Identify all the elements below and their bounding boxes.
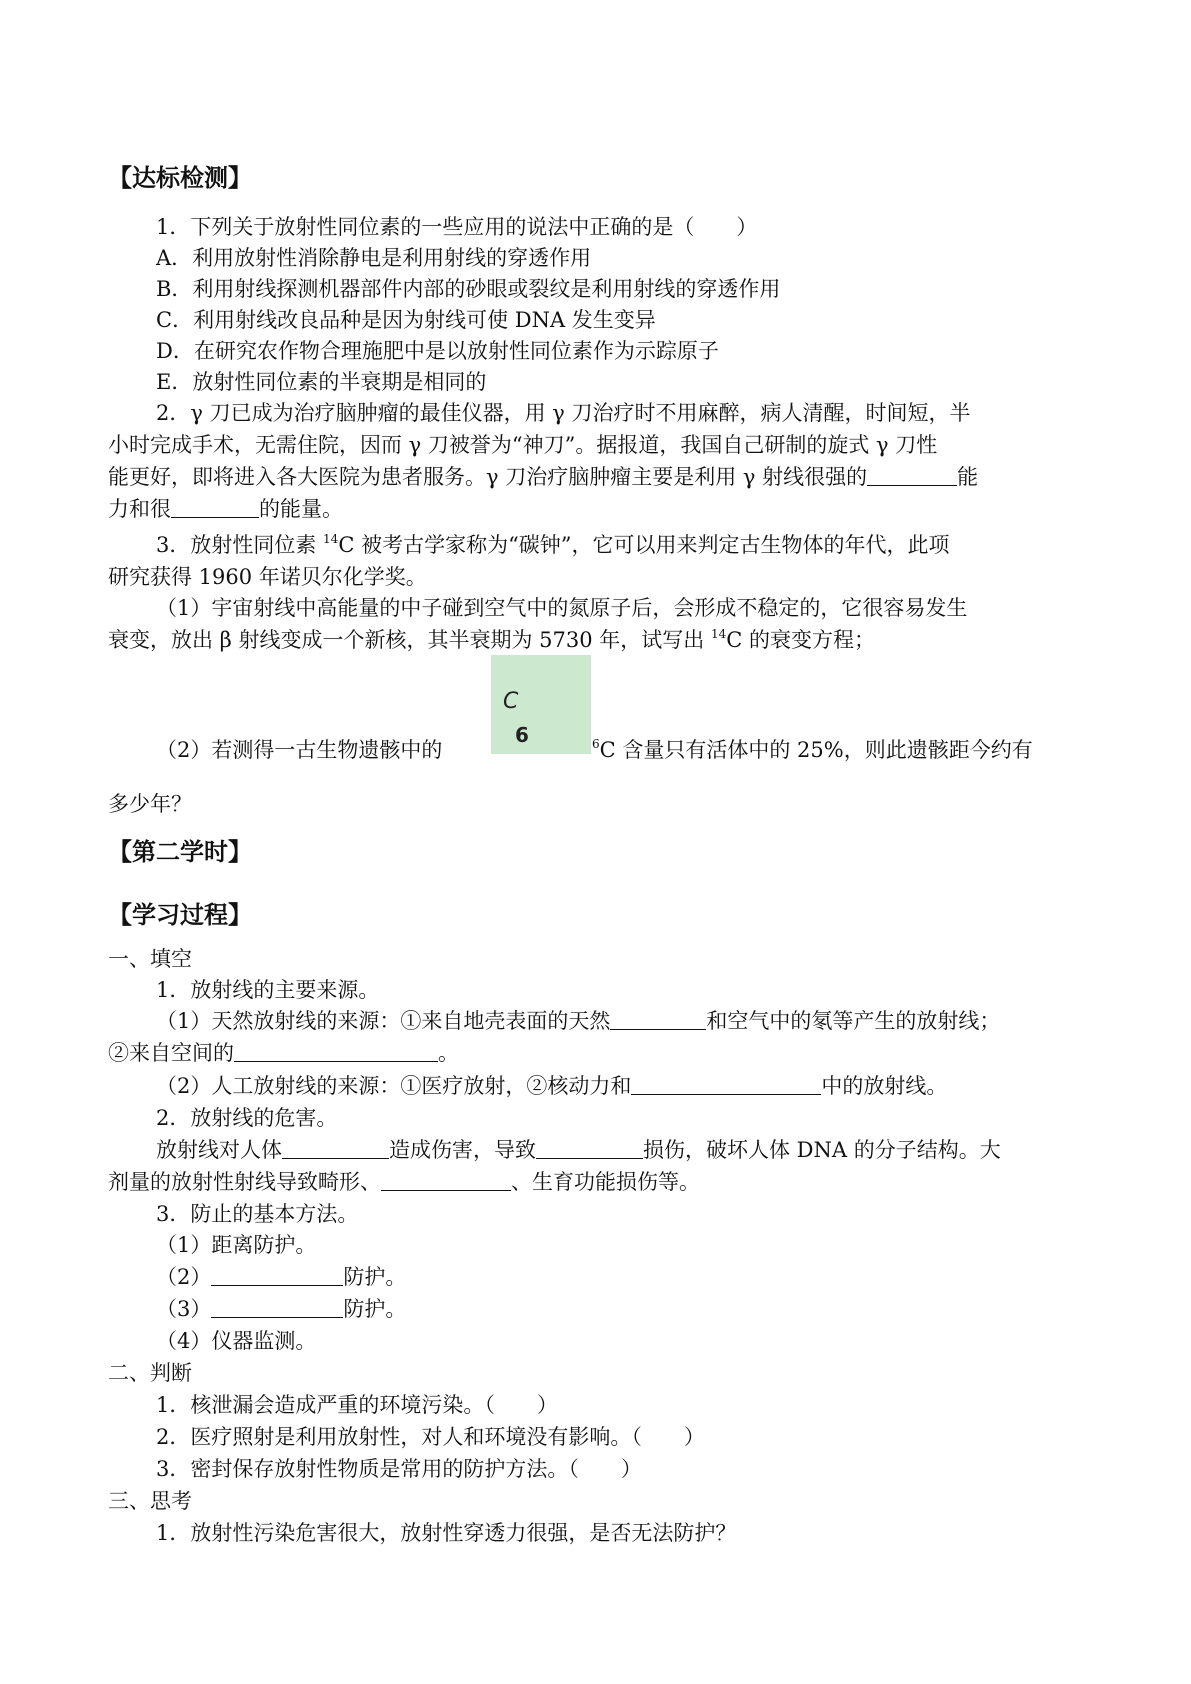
q3-part2-line-2: 多少年？: [108, 792, 192, 816]
q3-line-2: 研究获得 1960 年诺贝尔化学奖。: [108, 565, 427, 589]
section-heading-lesson2: 【第二学时】: [108, 838, 252, 866]
q1-option-d: D．在研究农作物合理施肥中是以放射性同位素作为示踪原子: [156, 339, 719, 363]
q2-line-2: 小时完成手术，无需住院，因而 γ 刀被誉为“神刀”。据报道，我国自己研制的旋式 γ 刀性: [108, 433, 938, 457]
section-heading-check: 【达标检测】: [108, 164, 252, 192]
part1-title: 一、填空: [108, 947, 192, 971]
answer-blank[interactable]: [867, 463, 957, 486]
part1-item-2-line-2: 剂量的放射性射线导致畸形、 、生育功能损伤等。: [108, 1170, 700, 1194]
part1-item-2: 2．放射线的危害。: [156, 1106, 338, 1130]
q1-option-c: C．利用射线改良品种是因为射线可使 DNA 发生变异: [156, 308, 656, 332]
q3-line-1: 3．放射性同位素 $^{14}$C 被考古学家称为“碳钟”，它可以用来判定古生物体的年代，此项: [156, 532, 950, 557]
method-4: （4）仪器监测。: [156, 1329, 317, 1353]
answer-blank[interactable]: [610, 1007, 706, 1030]
part1-item-1-sub-1-cont: ②来自空间的 。: [108, 1041, 459, 1065]
q3-part1-line-1: （1）宇宙射线中高能量的中子碰到空气中的氮原子后，会形成不稳定的，它很容易发生: [156, 596, 968, 620]
answer-blank[interactable]: [381, 1168, 511, 1191]
q2-line-3: 能更好，即将进入各大医院为患者服务。γ 刀治疗脑肿瘤主要是利用 γ 射线很强的 能: [108, 465, 979, 489]
q3-part2-line-1a: （2）若测得一古生物遗骸中的: [156, 738, 443, 762]
q1-stem: 1．下列关于放射性同位素的一些应用的说法中正确的是（ ）: [156, 215, 758, 239]
method-3: （3） 防护。: [156, 1297, 407, 1321]
section-heading-process: 【学习过程】: [108, 901, 252, 929]
q1-option-b: B．利用射线探测机器部件内部的砂眼或裂纹是利用射线的穿透作用: [156, 277, 781, 301]
answer-blank[interactable]: [631, 1072, 821, 1095]
q3-part2-line-1b: $^6$C 含量只有活体中的 25%，则此遗骸距今约有: [592, 737, 1033, 762]
part3-title: 三、思考: [108, 1489, 192, 1513]
part1-item-1-sub-1: （1）天然放射线的来源：①来自地壳表面的天然 和空气中的氡等产生的放射线；: [156, 1009, 1001, 1033]
part2-title: 二、判断: [108, 1361, 192, 1385]
judge-1: 1．核泄漏会造成严重的环境污染。（ ）: [156, 1393, 558, 1417]
judge-3: 3．密封保存放射性物质是常用的防护方法。（ ）: [156, 1457, 642, 1481]
answer-blank[interactable]: [211, 1295, 343, 1318]
part1-item-1-sub-2: （2）人工放射线的来源：①医疗放射，②核动力和 中的放射线。: [156, 1074, 948, 1098]
q2-line-1: 2．γ 刀已成为治疗脑肿瘤的最佳仪器，用 γ 刀治疗时不用麻醉，病人清醒，时间短，半: [156, 401, 971, 425]
part1-item-1: 1．放射线的主要来源。: [156, 978, 380, 1002]
q2-line-4: 力和很 的能量。: [108, 497, 343, 521]
judge-2: 2．医疗照射是利用放射性，对人和环境没有影响。（ ）: [156, 1425, 705, 1449]
part1-item-2-line-1: 放射线对人体 造成伤害，导致 损伤，破坏人体 DNA 的分子结构。大: [156, 1138, 1001, 1162]
think-1: 1．放射性污染危害很大，放射性穿透力很强，是否无法防护？: [156, 1521, 737, 1545]
q1-option-a: A．利用放射性消除静电是利用射线的穿透作用: [156, 246, 592, 270]
answer-blank[interactable]: [211, 1263, 343, 1286]
method-1: （1）距离防护。: [156, 1233, 317, 1257]
answer-blank[interactable]: [282, 1136, 389, 1159]
answer-blank[interactable]: [536, 1136, 643, 1159]
part1-item-3: 3．防止的基本方法。: [156, 1202, 359, 1226]
method-2: （2） 防护。: [156, 1265, 407, 1289]
answer-blank[interactable]: [171, 495, 259, 518]
answer-blank[interactable]: [234, 1039, 438, 1062]
q3-part1-line-2: 衰变，放出 β 射线变成一个新核，其半衰期为 5730 年，试写出 $^{14}$C 的衰变方程；: [108, 627, 875, 652]
formula-image: 6 C: [491, 655, 591, 754]
q1-option-e: E．放射性同位素的半衰期是相同的: [156, 370, 487, 394]
